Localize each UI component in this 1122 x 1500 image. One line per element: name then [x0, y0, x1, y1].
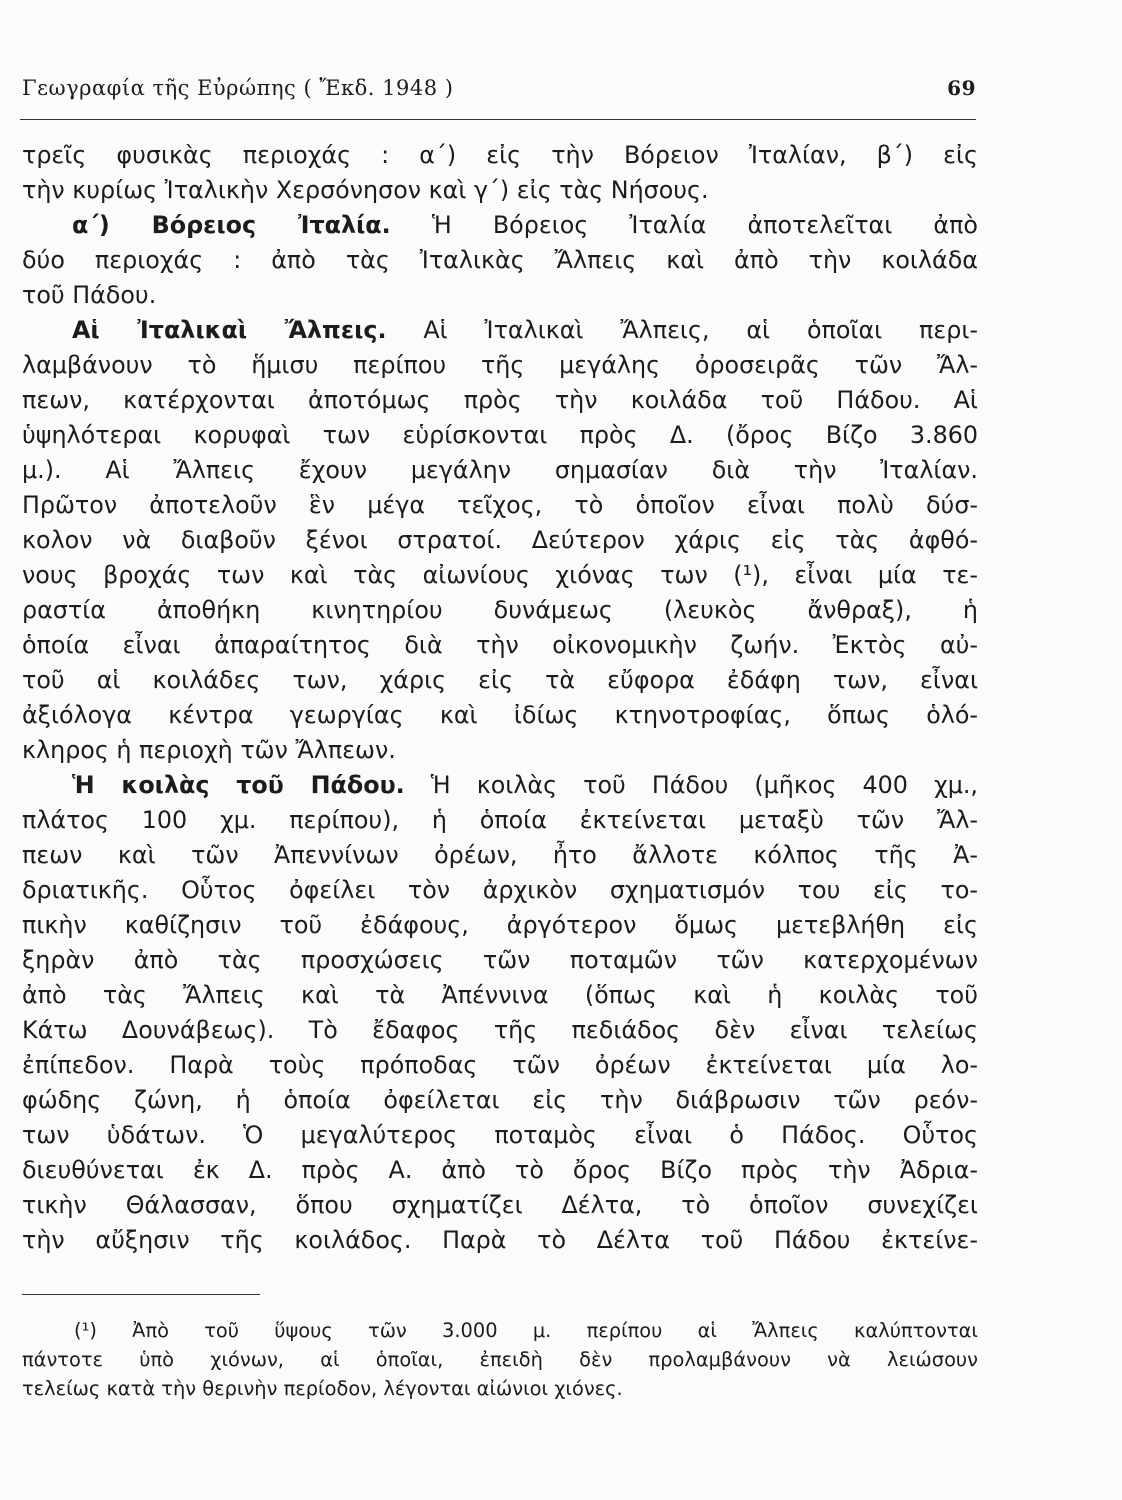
text-line: κολον νὰ διαβοῦν ξένοι στρατοί. Δεύτερον χάρις εἰς τὰς ἀφθό- — [22, 526, 978, 554]
footnote-rule — [22, 1294, 260, 1295]
text-line: λαμβάνουν τὸ ἥμισυ περίπου τῆς μεγάλης ὀροσειρᾶς τῶν Ἄλ- — [22, 351, 978, 379]
main-text — [22, 138, 978, 1258]
text-line: ἀξιόλογα κέντρα γεωργίας καὶ ἰδίως κτηνοτροφίας, ὅπως ὁλό- — [22, 701, 978, 729]
footnote-line: τελείως κατὰ τὴν θερινὴν περίοδον, λέγονται αἰώνιοι χιόνες. — [22, 1377, 623, 1400]
text-line: πεων, κατέρχονται ἀποτόμως πρὸς τὴν κοιλάδα τοῦ Πάδου. Αἱ — [22, 386, 978, 414]
text-line: ραστία ἀποθήκη κινητηρίου δυνάμεως (λευκὸς ἄνθραξ), ἡ — [22, 596, 978, 624]
text-line: κληρος ἡ περιοχὴ τῶν Ἄλπεων. — [22, 736, 396, 764]
text-line: ἀπὸ τὰς Ἄλπεις καὶ τὰ Ἀπέννινα (ὅπως καὶ ἡ κοιλὰς τοῦ — [22, 981, 978, 1009]
section-heading: Ἡ κοιλὰς τοῦ Πάδου. — [72, 771, 405, 799]
section-heading: α΄) Βόρειος Ἰταλία. — [72, 211, 391, 239]
section-heading: Αἱ Ἰταλικαὶ Ἄλπεις. — [72, 316, 387, 344]
text-line: τρεῖς φυσικὰς περιοχάς : α΄) εἰς τὴν Βόρειον Ἰταλίαν, β΄) εἰς — [22, 141, 978, 169]
footnote-line: (¹) Ἀπὸ τοῦ ὕψους τῶν 3.000 μ. περίπου αἱ Ἄλπεις καλύπτονται — [74, 1319, 978, 1342]
text-line: πεων καὶ τῶν Ἀπεννίνων ὀρέων, ἦτο ἄλλοτε κόλπος τῆς Ἀ- — [22, 841, 978, 869]
running-header — [22, 74, 978, 108]
text-line: μ.). Αἱ Ἄλπεις ἔχουν μεγάλην σημασίαν διὰ τὴν Ἰταλίαν. — [22, 456, 978, 484]
text-line: τικὴν Θάλασσαν, ὅπου σχηματίζει Δέλτα, τὸ ὁποῖον συνεχίζει — [22, 1191, 978, 1219]
text-line: ὁποία εἶναι ἀπαραίτητος διὰ τὴν οἰκονομικὴν ζωήν. Ἐκτὸς αὐ- — [22, 631, 978, 659]
text-line: πικὴν καθίζησιν τοῦ ἐδάφους, ἀργότερον ὅμως μετεβλήθη εἰς — [22, 911, 978, 939]
text-line: Πρῶτον ἀποτελοῦν ἓν μέγα τεῖχος, τὸ ὁποῖον εἶναι πολὺ δύσ- — [22, 491, 978, 519]
text-line: Αἱ Ἰταλικαὶ Ἄλπεις. Αἱ Ἰταλικαὶ Ἄλπεις, αἱ ὁποῖαι περι- — [72, 316, 978, 344]
text-line: ἐπίπεδον. Παρὰ τοὺς πρόποδας τῶν ὀρέων ἐκτείνεται μία λο- — [22, 1051, 978, 1079]
text-line: διευθύνεται ἐκ Δ. πρὸς Α. ἀπὸ τὸ ὄρος Βίζο πρὸς τὴν Ἀδρια- — [22, 1156, 978, 1184]
footnote-line: πάντοτε ὑπὸ χιόνων, αἱ ὁποῖαι, ἐπειδὴ δὲν προλαμβάνουν νὰ λειώσουν — [22, 1348, 978, 1371]
text-line: τὴν αὔξησιν τῆς κοιλάδος. Παρὰ τὸ Δέλτα τοῦ Πάδου ἐκτείνε- — [22, 1226, 978, 1254]
page-number: 69 — [947, 76, 976, 100]
running-title: Γεωγραφία τῆς Εὐρώπης ( Ἔκδ. 1948 ) — [22, 76, 454, 100]
text-line: δύο περιοχάς : ἀπὸ τὰς Ἰταλικὰς Ἄλπεις καὶ ἀπὸ τὴν κοιλάδα — [22, 246, 978, 274]
text-line: των ὑδάτων. Ὁ μεγαλύτερος ποταμὸς εἶναι ὁ Πάδος. Οὗτος — [22, 1121, 978, 1149]
text-line: α΄) Βόρειος Ἰταλία. Ἡ Βόρειος Ἰταλία ἀποτελεῖται ἀπὸ — [72, 211, 978, 239]
text-line: Κάτω Δουνάβεως). Τὸ ἔδαφος τῆς πεδιάδος δὲν εἶναι τελείως — [22, 1016, 978, 1044]
text-line: τοῦ αἱ κοιλάδες των, χάρις εἰς τὰ εὔφορα ἐδάφη των, εἶναι — [22, 666, 978, 694]
text-line: τὴν κυρίως Ἰταλικὴν Χερσόνησον καὶ γ΄) εἰς τὰς Νήσους. — [22, 176, 709, 204]
header-rule — [20, 119, 976, 120]
text-line: ὑψηλότεραι κορυφαὶ των εὑρίσκονται πρὸς Δ. (ὄρος Βίζο 3.860 — [22, 421, 978, 449]
text-line: ξηρὰν ἀπὸ τὰς προσχώσεις τῶν ποταμῶν τῶν κατερχομένων — [22, 946, 978, 974]
footnote — [22, 1316, 978, 1403]
text-line: νους βροχάς των καὶ τὰς αἰωνίους χιόνας των (¹), εἶναι μία τε- — [22, 561, 978, 589]
text-line: πλάτος 100 χμ. περίπου), ἡ ὁποία ἐκτείνεται μεταξὺ τῶν Ἄλ- — [22, 806, 978, 834]
text-line: τοῦ Πάδου. — [22, 281, 157, 309]
text-line: Ἡ κοιλὰς τοῦ Πάδου. Ἡ κοιλὰς τοῦ Πάδου (μῆκος 400 χμ., — [72, 771, 978, 799]
text-line: δριατικῆς. Οὗτος ὀφείλει τὸν ἀρχικὸν σχηματισμόν του εἰς το- — [22, 876, 978, 904]
text-line: φώδης ζώνη, ἡ ὁποία ὀφείλεται εἰς τὴν διάβρωσιν τῶν ρεόν- — [22, 1086, 978, 1114]
